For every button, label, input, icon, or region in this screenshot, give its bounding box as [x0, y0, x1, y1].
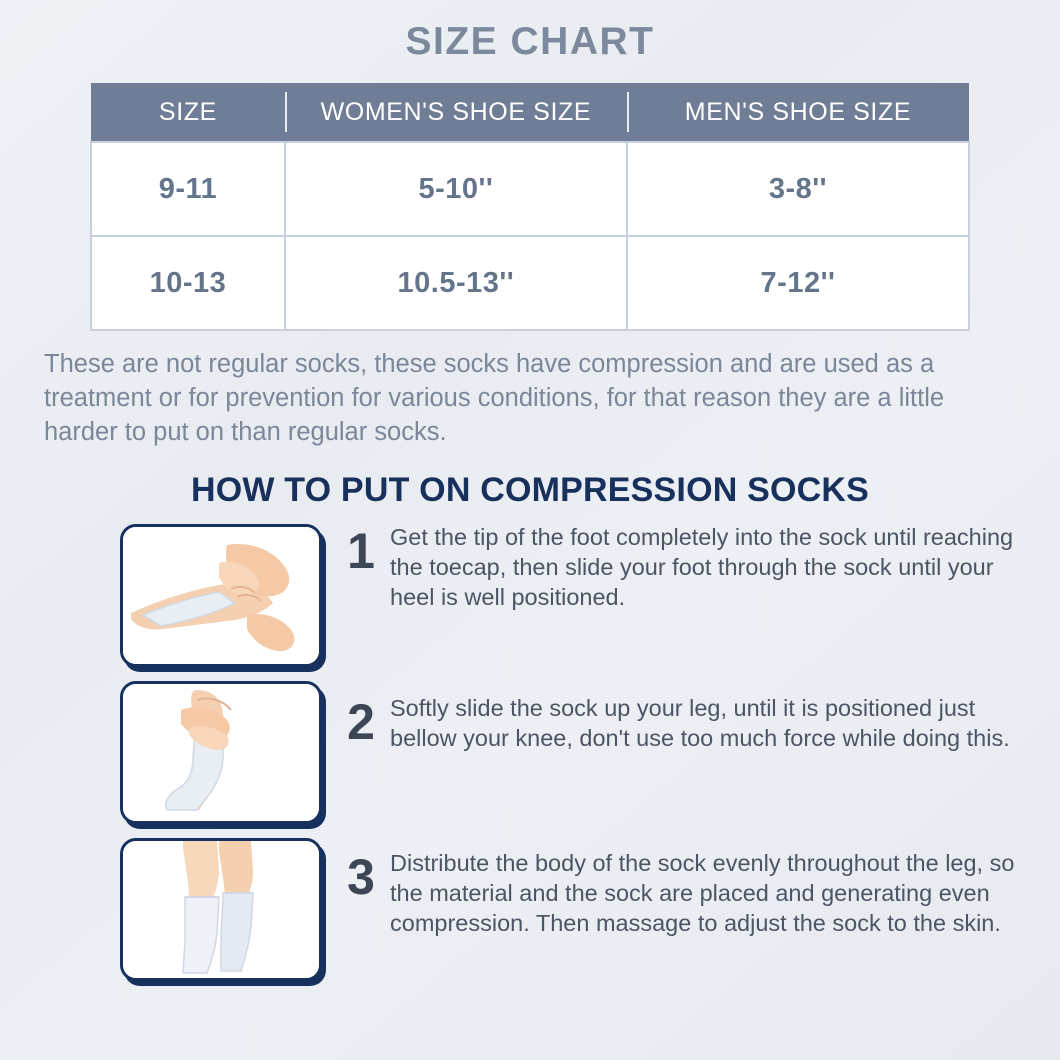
table-body — [91, 142, 969, 330]
step-1-illustration — [120, 524, 322, 667]
table-header-size: SIZE — [91, 83, 285, 142]
step-text: Softly slide the sock up your leg, until it is positioned just bellow your knee, don't use too much force while doing this. — [390, 695, 1010, 751]
size-table — [90, 83, 970, 331]
table-row — [91, 142, 969, 236]
step-number: 3 — [347, 849, 375, 905]
table-header — [91, 83, 969, 142]
step-3-illustration — [120, 838, 322, 981]
step-text: Get the tip of the foot completely into the sock until reaching the toecap, then slide your foot through the sock until your heel is well positioned. — [390, 524, 1014, 610]
step-number: 2 — [347, 694, 375, 750]
list-item — [120, 681, 1030, 824]
table-header-womens-shoe-size: WOMEN'S SHOE SIZE — [285, 83, 627, 142]
hands-putting-sock-on-foot-icon — [123, 527, 319, 664]
cell-mens-size: 7-12'' — [627, 236, 969, 330]
cell-size: 9-11 — [91, 142, 285, 236]
step-text: Distribute the body of the sock evenly throughout the leg, so the material and the sock are placed and generating even compression. Then massage to adjust the sock to the skin. — [390, 850, 1015, 936]
cell-womens-size: 10.5-13'' — [285, 236, 627, 330]
table-row — [91, 236, 969, 330]
page-title: SIZE CHART — [405, 20, 655, 63]
cell-size: 10-13 — [91, 236, 285, 330]
steps-list — [0, 524, 1060, 981]
cell-womens-size: 5-10'' — [285, 142, 627, 236]
howto-heading: HOW TO PUT ON COMPRESSION SOCKS — [190, 471, 870, 509]
intro-paragraph: These are not regular socks, these socks have compression and are used as a treatment or for prevention for various conditions, for that reason they are a little harder to put on than regular socks. — [44, 350, 945, 446]
step-2-illustration — [120, 681, 322, 824]
list-item — [120, 838, 1030, 981]
table-header-mens-shoe-size: MEN'S SHOE SIZE — [627, 83, 969, 142]
table-header-row — [91, 83, 969, 142]
list-item — [120, 524, 1030, 667]
cell-mens-size: 3-8'' — [627, 142, 969, 236]
hands-sliding-sock-up-leg-icon — [123, 684, 319, 821]
legs-wearing-compression-socks-icon — [123, 841, 319, 978]
step-number: 1 — [347, 523, 375, 579]
